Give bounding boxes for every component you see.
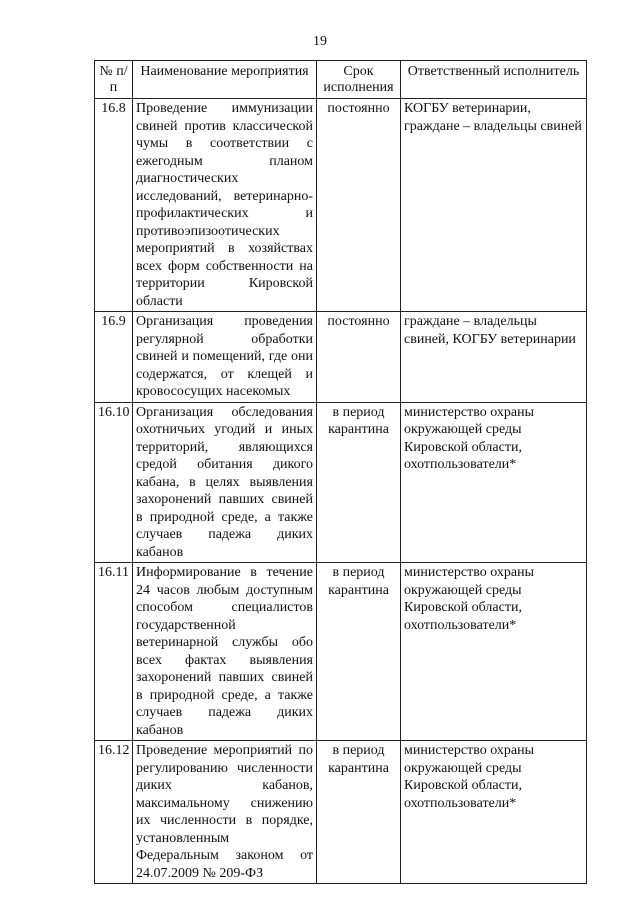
table-header-row [95, 61, 587, 99]
header-term: Срок исполнения [317, 61, 401, 99]
row-name: Проведение иммунизации свиней против классической чумы в соответствии с ежегодным планом диагностических исследований, ветеринарно-профилактических и противоэпизоотических мероприятий в хозяйствах всех форм собственности на территории Кировской области [133, 99, 317, 312]
table-row [95, 741, 587, 884]
row-num: 16.12 [95, 741, 133, 884]
row-name: Проведение мероприятий по регулированию численности диких кабанов, максимальному снижению их численности в порядке, установленным Федеральным законом от 24.07.2009 № 209-ФЗ [133, 741, 317, 884]
row-name: Организация обследования охотничьих угодий и иных территорий, являющихся средой обитания дикого кабана, в целях выявления захоронений павших свиней в природной среде, а также случаев падежа диких кабанов [133, 402, 317, 563]
table-row [95, 563, 587, 741]
row-num: 16.10 [95, 402, 133, 563]
row-name: Информирование в течение 24 часов любым доступным способом специалистов государственной ветеринарной службы обо всех фактах выявления захоронений павших свиней в природной среде, а также случаев падежа диких кабанов [133, 563, 317, 741]
row-responsible: КОГБУ ветеринарии, граждане – владельцы свиней [401, 99, 587, 312]
page-number: 19 [313, 34, 327, 49]
header-name: Наименование мероприятия [133, 61, 317, 99]
table-row [95, 99, 587, 312]
row-num: 16.8 [95, 99, 133, 312]
header-num: № п/п [95, 61, 133, 99]
row-name: Организация проведения регулярной обработки свиней и помещений, где они содержатся, от клещей и кровососущих насекомых [133, 312, 317, 403]
row-term: в период карантина [317, 402, 401, 563]
row-term: постоянно [317, 99, 401, 312]
header-responsible: Ответственный исполнитель [401, 61, 587, 99]
row-num: 16.9 [95, 312, 133, 403]
row-term: в период карантина [317, 741, 401, 884]
row-term: в период карантина [317, 563, 401, 741]
row-responsible: министерство охраны окружающей среды Кировской области, охотпользователи* [401, 563, 587, 741]
table-row [95, 402, 587, 563]
row-responsible: министерство охраны окружающей среды Кировской области, охотпользователи* [401, 741, 587, 884]
table-row [95, 312, 587, 403]
row-responsible: министерство охраны окружающей среды Кировской области, охотпользователи* [401, 402, 587, 563]
row-responsible: граждане – владельцы свиней, КОГБУ ветеринарии [401, 312, 587, 403]
row-term: постоянно [317, 312, 401, 403]
row-num: 16.11 [95, 563, 133, 741]
measures-table [94, 60, 587, 884]
